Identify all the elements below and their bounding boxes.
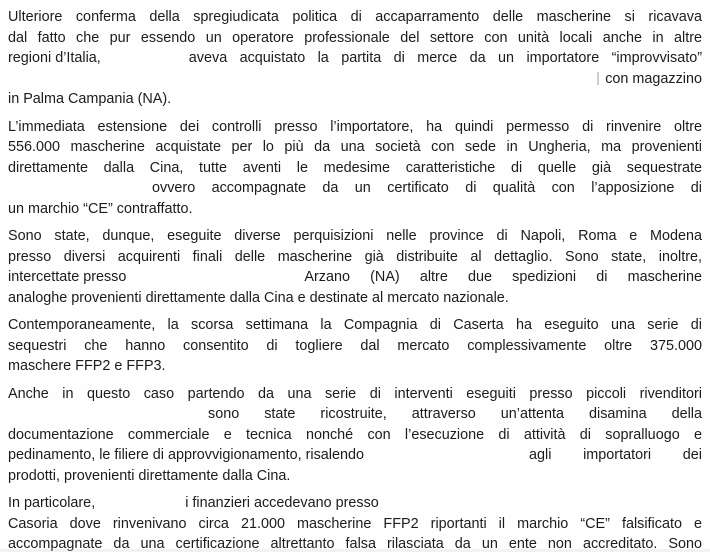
text-segment: Arzano (NA) altre due spedizioni di mascherine [304,269,702,285]
text-line [8,384,702,405]
text-line [8,404,702,425]
text-segment: intercettate presso [8,269,127,285]
text-segment: Anche in questo caso partendo da una serie di interventi eseguiti presso piccoli rivenditori [8,385,702,402]
paragraph [8,493,702,555]
redacted-gap [101,48,189,49]
text-line [8,7,702,28]
text-segment: documentazione commerciale e tecnica nonché con l’esecuzione di attività di sopralluogo e [8,426,702,443]
text-line [8,288,702,309]
text-segment: accompagnate da una certificazione altrettanto falsa rilasciata da un ente non accreditato. Sono [8,536,702,552]
text-segment: aveva acquistato la partita di merce da un importatore “improvvisato” [188,50,702,66]
text-segment: In particolare, [8,495,96,511]
text-segment: analoghe provenienti direttamente dalla Cina e destinate al mercato nazionale. [8,289,509,306]
text-segment: Sono state, dunque, eseguite diverse perquisizioni nelle province di Napoli, Roma e Modena [8,228,702,244]
text-line [8,534,702,555]
text-line [8,336,702,357]
text-line [8,199,702,220]
document-text [8,7,702,555]
text-segment: pedinamento, le filiere di approvvigionamento, risalendo [8,447,364,463]
redacted-gap [126,267,304,268]
paragraph [8,315,702,377]
text-segment: agli importatori dei [529,447,702,463]
redacted-gap [364,445,529,446]
redacted-gap [8,69,597,70]
text-segment: sequestri che hanno consentito di togliere dal mercato complessivamente oltre 375.000 [8,337,702,354]
text-segment: Contemporaneamente, la scorsa settimana la Compagnia di Caserta ha eseguito una serie di [8,317,702,333]
text-line [8,48,702,69]
paragraph [8,117,702,220]
text-line [8,267,702,288]
text-line [8,117,702,138]
text-line [8,89,702,110]
text-segment: in Palma Campania (NA). [8,91,172,107]
redacted-gap [8,404,208,405]
text-line [8,158,702,179]
text-segment: direttamente dalla Cina, tutte aventi le medesime caratteristiche di quelle già sequestrate [8,159,702,176]
text-line [8,315,702,336]
text-segment: presso diversi acquirenti finali delle mascherine già distribuite al dettaglio. Sono state, inoltre, [8,248,702,265]
text-line [8,493,702,514]
text-segment: sono state ricostruite, attraverso un’attenta disamina della [208,406,702,422]
text-segment: maschere FFP2 e FFP3. [8,358,166,374]
paragraph [8,7,702,110]
redaction-artifact-mark [597,72,599,85]
text-segment: regioni d’Italia, [8,50,101,66]
redacted-gap [8,178,152,179]
text-segment: un marchio “CE” contraffatto. [8,200,193,217]
text-line [8,445,702,466]
text-line [8,356,702,377]
text-segment: prodotti, provenienti direttamente dalla Cina. [8,467,291,484]
text-segment: con magazzino [605,70,702,87]
text-line [8,226,702,247]
text-line [8,247,702,268]
text-segment: ovvero accompagnate da un certificato di qualità con l’apposizione di [152,180,702,196]
text-line [8,466,702,487]
text-segment: i finanzieri accedevano presso [185,495,379,511]
text-line [8,425,702,446]
text-line [8,514,702,535]
text-segment: L’immediata estensione dei controlli presso l’importatore, ha quindi permesso di rinvenire oltre [8,118,702,135]
paragraph [8,226,702,308]
text-line [8,137,702,158]
paragraph [8,384,702,487]
text-segment: Casoria dove rinvenivano circa 21.000 mascherine FFP2 riportanti il marchio “CE” falsificato e [8,515,702,532]
text-segment: Ulteriore conferma della spregiudicata politica di accaparramento delle mascherine si ricavava [8,9,702,25]
text-line [8,69,702,90]
text-line [8,178,702,199]
redacted-gap [95,493,185,494]
text-line [8,28,702,49]
text-segment: 556.000 mascherine acquistate per lo più da una società con sede in Ungheria, ma provenienti [8,139,702,155]
text-segment: dal fatto che pur essendo un operatore professionale del settore con unità locali anche in altre [8,29,702,46]
